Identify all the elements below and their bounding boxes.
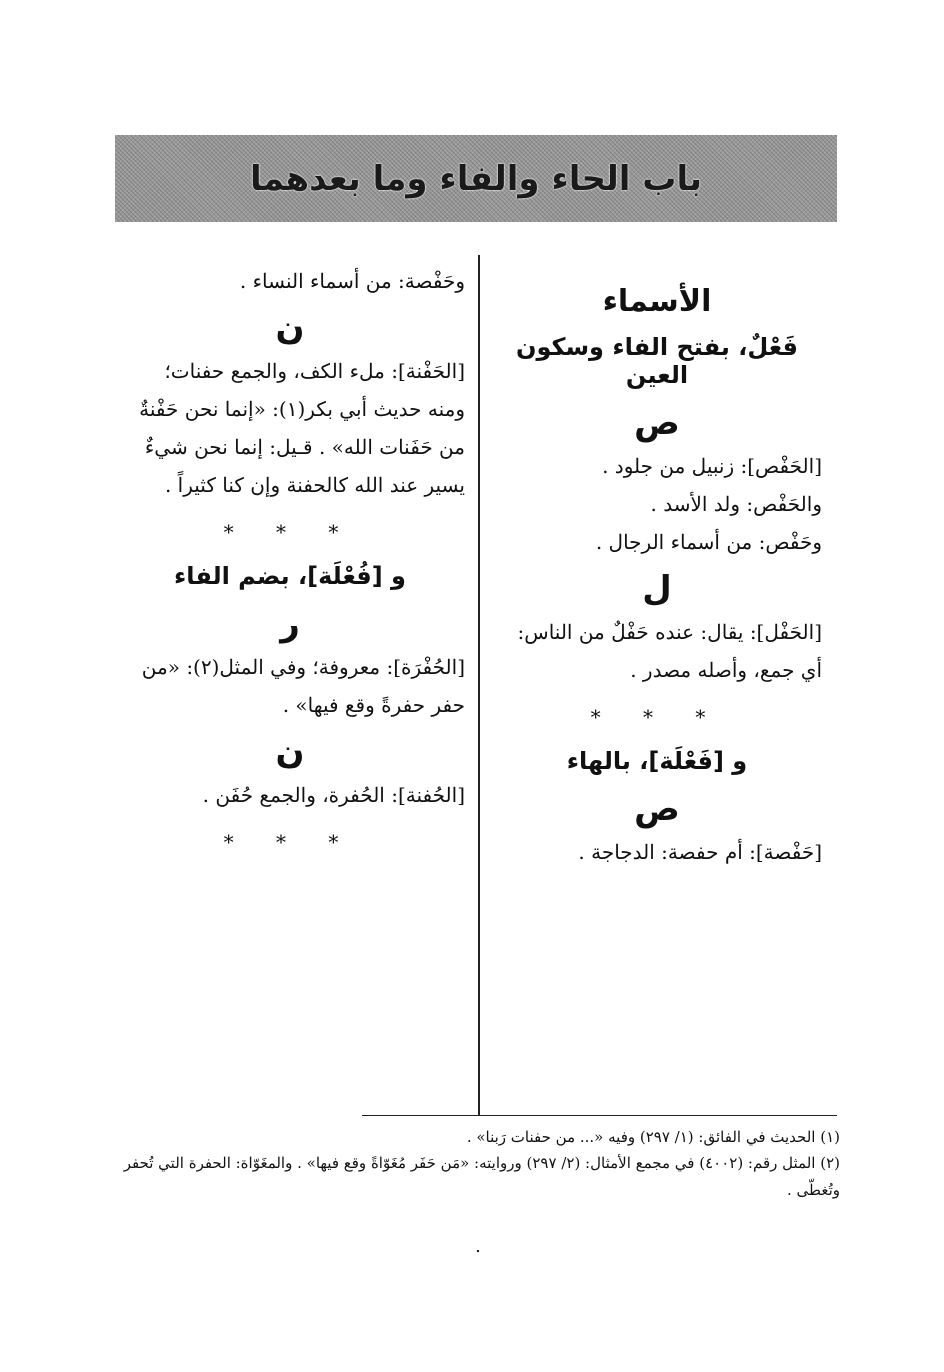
entry-line: من حَفَنات الله» . قـيل: إنما نحن شيءٌ (144, 435, 465, 459)
entry-line: وحَفْصة: من أسماء النساء . (239, 269, 465, 293)
footnotes (100, 1124, 840, 1203)
footnote: (٢) المثل رقم: (٤٠٠٢) في مجمع الأمثال: (٢/ ٢٩٧) وروايته: «مَن حَفَر مُغَوّاةً وقع فيها» . والمغَوّاة: الحفرة التي تُحفر وتُغطّى . (123, 1154, 840, 1199)
entry-line: [الحَفْل]: يقال: عنده حَفْلٌ من الناس: (517, 620, 822, 644)
pattern-heading: و [فُعْلَة]، بضم الفاء (174, 562, 406, 590)
entry-line: أي جمع، وأصله مصدر . (630, 658, 822, 682)
chapter-title: باب الحاء والفاء وما بعدهما (250, 158, 702, 199)
letter-heading-sad: ص (634, 789, 680, 829)
letter-heading-nun: ن (275, 732, 305, 772)
section-title: الأسماء (602, 284, 712, 319)
entry-line: والحَفْص: ولد الأسد . (650, 492, 822, 516)
footnote: (١) الحديث في الفائق: (١/ ٢٩٧) وفيه «... من حفنات رَبنا» . (466, 1128, 840, 1146)
letter-heading-sad: ص (634, 403, 680, 443)
pattern-heading: فَعْلٌ، بفتح الفاء وسكون العين (515, 333, 799, 389)
letter-heading-lam: ل (642, 569, 672, 609)
letter-heading-nun: ن (275, 308, 305, 348)
pattern-heading: و [فَعْلَة]، بالهاء (566, 747, 748, 775)
page-number: . (475, 1236, 481, 1257)
letter-heading-ra: ر (280, 604, 300, 644)
section-separator: * * * (223, 830, 357, 854)
right-column (492, 262, 822, 871)
column-divider (478, 255, 480, 1115)
entry-line: وحَفْص: من أسماء الرجال . (595, 530, 822, 554)
left-column (115, 262, 465, 872)
entry-line: ومنه حديث أبي بكر(١): «إنما نحن حَفْنةٌ (139, 397, 465, 421)
entry-line: يسير عند الله كالحفنة وإن كنا كثيراً . (164, 473, 465, 497)
chapter-banner (115, 135, 837, 222)
footnote-rule (362, 1115, 837, 1116)
entry-line: [الحُفْرَة]: معروفة؛ وفي المثل(٢): «من (141, 655, 465, 679)
entry-line: [الحَفْنة]: ملء الكف، والجمع حفنات؛ (164, 359, 465, 383)
entry-line: [الحُفنة]: الحُفرة، والجمع حُفَن . (202, 783, 465, 807)
section-separator: * * * (590, 705, 724, 729)
entry-line: [الحَفْص]: زنبيل من جلود . (602, 454, 822, 478)
section-separator: * * * (223, 520, 357, 544)
entry-line: حفر حفرةً وقع فيها» . (282, 693, 465, 717)
entry-line: [حَفْصة]: أم حفصة: الدجاجة . (578, 840, 822, 864)
